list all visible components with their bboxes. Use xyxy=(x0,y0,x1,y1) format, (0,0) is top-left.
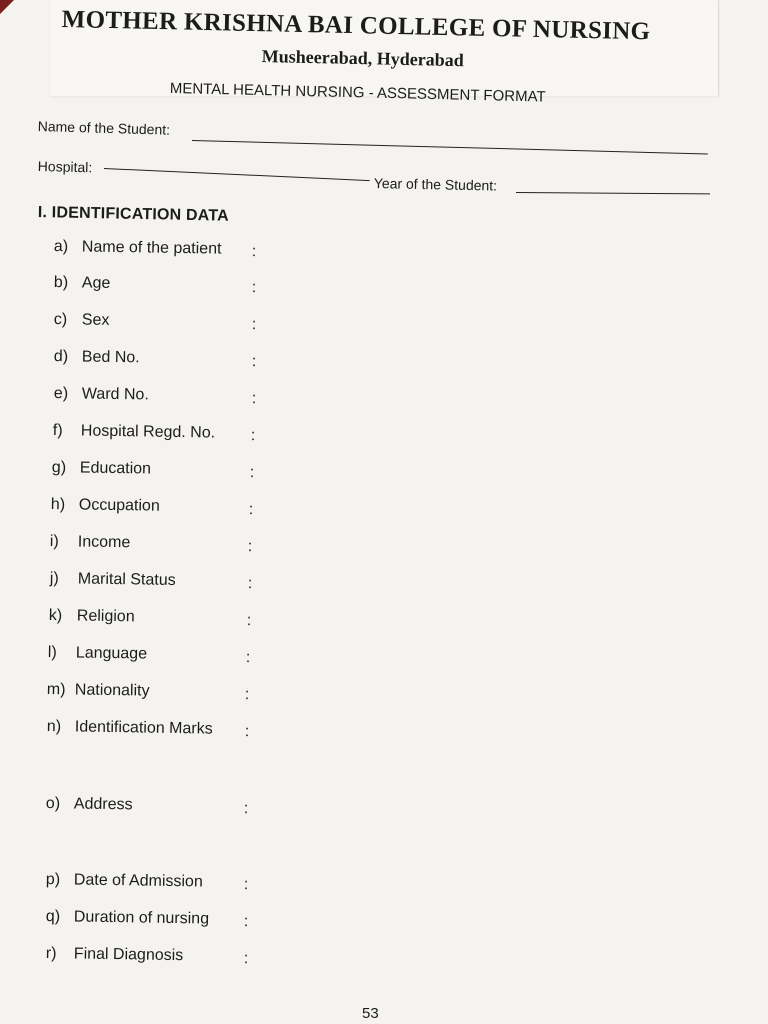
item-letter: m) xyxy=(46,681,66,699)
college-name: MOTHER KRISHNA BAI COLLEGE OF NURSING xyxy=(61,6,651,46)
item-label: Religion xyxy=(76,607,135,626)
section-title: I. IDENTIFICATION DATA xyxy=(37,204,230,225)
page-number: 53 xyxy=(362,1005,379,1022)
item-colon: : xyxy=(245,649,251,667)
item-colon: : xyxy=(243,876,249,894)
list-item xyxy=(47,718,277,744)
item-letter: c) xyxy=(53,311,68,329)
year-line[interactable] xyxy=(516,192,710,194)
item-letter: h) xyxy=(50,496,66,514)
item-letter: r) xyxy=(45,945,57,963)
item-letter: i) xyxy=(49,533,59,551)
list-item xyxy=(54,274,284,300)
year-label: Year of the Student: xyxy=(373,175,498,194)
item-colon: : xyxy=(247,538,253,556)
item-colon: : xyxy=(251,390,257,408)
form-title: MENTAL HEALTH NURSING - ASSESSMENT FORMAT xyxy=(169,80,546,106)
list-item xyxy=(48,644,278,670)
item-letter: f) xyxy=(52,422,63,440)
list-item xyxy=(50,533,280,559)
item-label: Final Diagnosis xyxy=(73,945,184,965)
item-letter: g) xyxy=(51,459,67,477)
item-label: Marital Status xyxy=(77,570,176,589)
item-letter: p) xyxy=(45,871,61,889)
item-label: Language xyxy=(75,644,148,663)
list-item xyxy=(46,908,276,934)
list-item xyxy=(47,681,277,707)
item-letter: b) xyxy=(53,274,69,292)
item-letter: j) xyxy=(49,570,59,588)
item-letter: n) xyxy=(46,718,62,736)
list-item xyxy=(53,422,283,448)
item-letter: a) xyxy=(53,238,69,256)
item-letter: q) xyxy=(45,908,61,926)
list-item xyxy=(46,871,276,897)
list-item xyxy=(54,238,284,264)
item-label: Name of the patient xyxy=(81,238,222,258)
item-colon: : xyxy=(243,950,249,968)
item-label: Hospital Regd. No. xyxy=(80,422,216,442)
hospital-label: Hospital: xyxy=(37,158,93,176)
item-letter: o) xyxy=(45,795,61,813)
list-item xyxy=(46,945,276,971)
list-item xyxy=(54,311,284,337)
item-label: Duration of nursing xyxy=(73,908,210,928)
list-item xyxy=(52,459,282,485)
item-colon: : xyxy=(246,612,252,630)
hospital-line[interactable] xyxy=(104,168,370,181)
list-item xyxy=(49,607,279,633)
item-label: Income xyxy=(77,533,131,552)
item-colon: : xyxy=(251,243,257,261)
list-item xyxy=(51,496,281,522)
list-item xyxy=(54,348,284,374)
item-colon: : xyxy=(243,913,249,931)
item-label: Date of Admission xyxy=(73,871,203,891)
item-label: Nationality xyxy=(74,681,150,700)
item-label: Age xyxy=(81,274,111,292)
item-label: Ward No. xyxy=(81,385,149,404)
item-label: Education xyxy=(79,459,152,478)
corner-mark xyxy=(0,0,14,14)
item-colon: : xyxy=(250,427,256,445)
item-label: Bed No. xyxy=(81,348,140,367)
item-colon: : xyxy=(248,501,254,519)
item-label: Address xyxy=(73,795,133,814)
item-colon: : xyxy=(251,316,257,334)
item-label: Sex xyxy=(81,311,110,329)
item-colon: : xyxy=(251,279,257,297)
item-letter: k) xyxy=(48,607,63,625)
item-colon: : xyxy=(243,800,249,818)
item-letter: e) xyxy=(53,385,69,403)
item-colon: : xyxy=(244,723,250,741)
item-colon: : xyxy=(247,575,253,593)
item-colon: : xyxy=(244,686,250,704)
list-item xyxy=(46,795,276,821)
list-item xyxy=(54,385,284,411)
college-location: Musheerabad, Hyderabad xyxy=(261,46,464,71)
item-letter: d) xyxy=(53,348,69,366)
list-item xyxy=(50,570,280,596)
item-colon: : xyxy=(249,464,255,482)
student-name-line[interactable] xyxy=(192,140,708,155)
item-letter: l) xyxy=(47,644,57,662)
item-label: Occupation xyxy=(78,496,160,515)
item-label: Identification Marks xyxy=(74,718,213,738)
item-colon: : xyxy=(251,353,257,371)
student-name-label: Name of the Student: xyxy=(37,118,171,138)
